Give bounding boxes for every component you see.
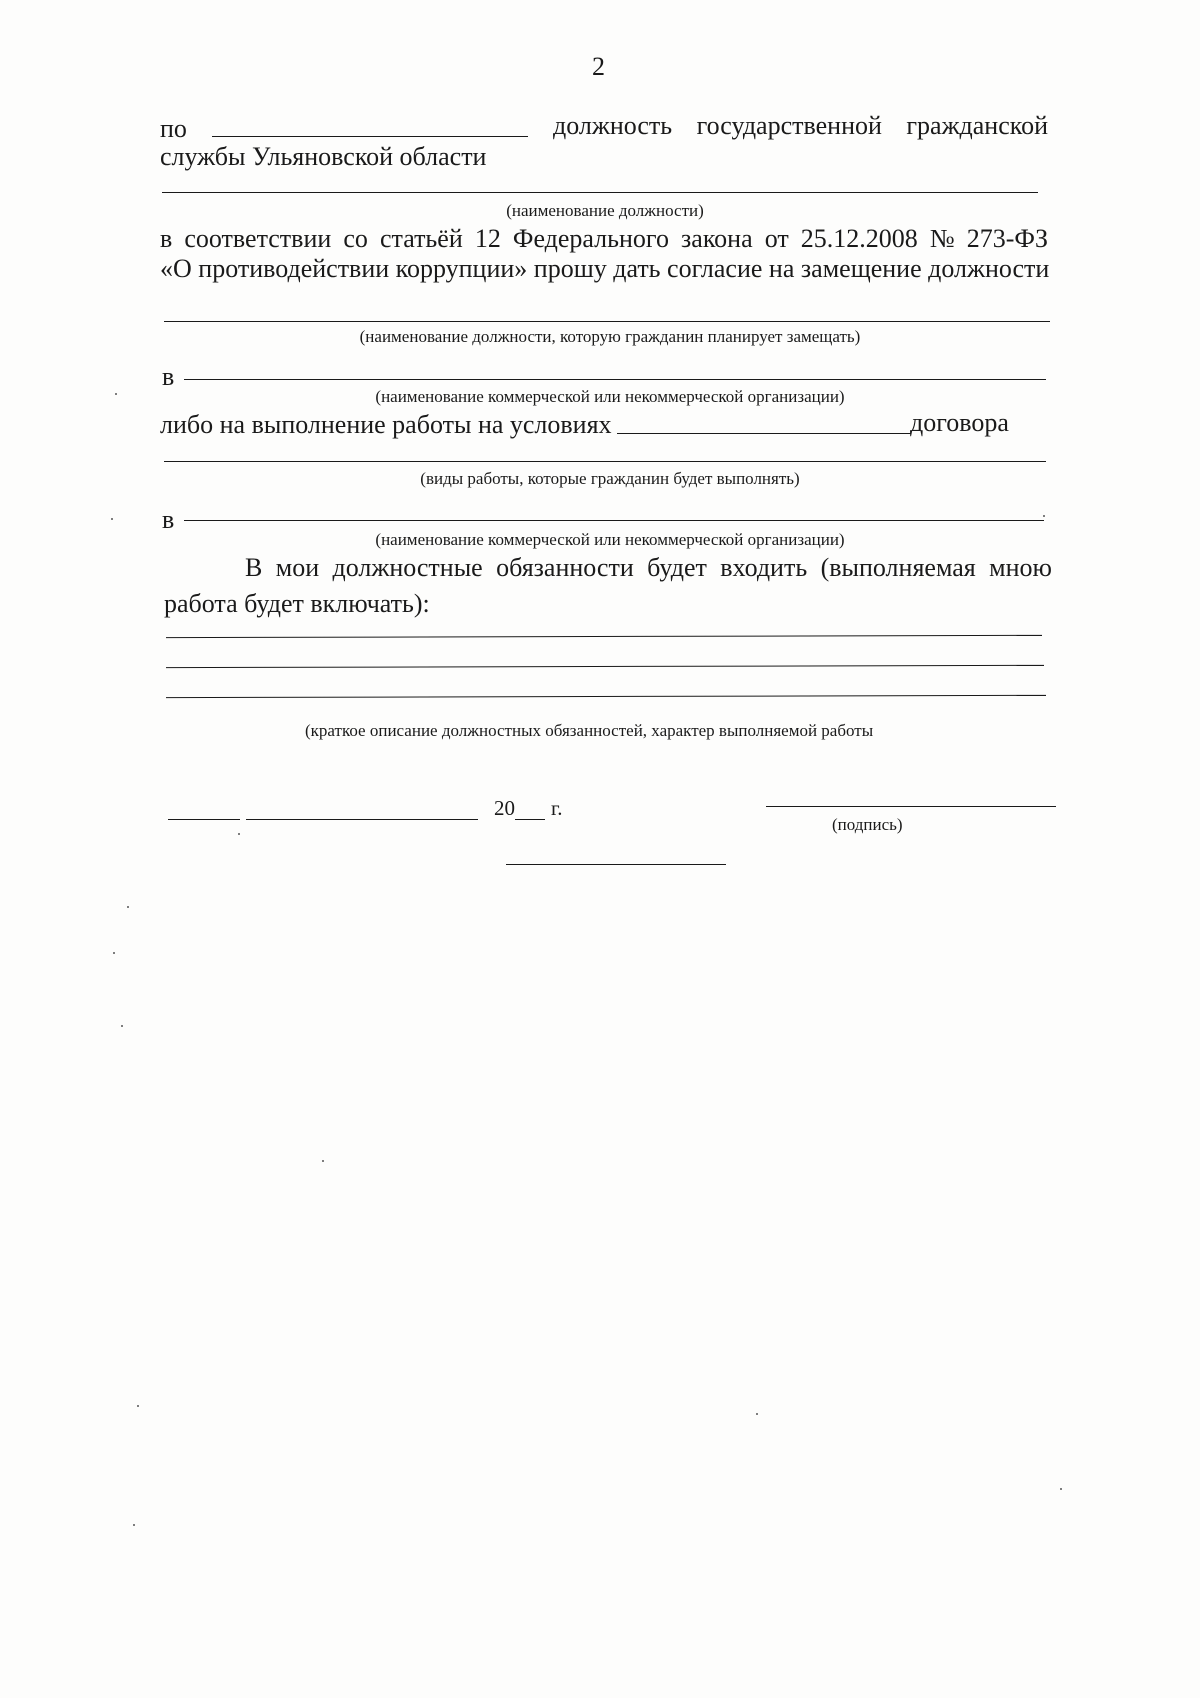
line3-word: 273-ФЗ <box>966 224 1048 253</box>
blank-day <box>168 819 240 820</box>
blank-work-types <box>164 461 1046 462</box>
line3-text <box>160 224 1048 254</box>
blank-duties-line <box>166 635 1042 638</box>
blank-organization-2 <box>184 520 1044 521</box>
prefix-v-org2: в <box>162 505 175 534</box>
blank-planned-position <box>164 321 1050 322</box>
caption-planned-position: (наименование должности, которую гражданин планирует замещать) <box>359 327 861 346</box>
caption-organization-2: (наименование коммерческой или некоммерческой организации) <box>375 530 845 549</box>
duties-word: мои <box>275 553 320 582</box>
line3-word: соответствии <box>184 224 332 253</box>
line3-word: 25.12.2008 <box>800 224 918 253</box>
duties-line1 <box>245 553 1052 583</box>
duties-word: мною <box>989 553 1052 582</box>
blank-department <box>212 136 528 137</box>
scan-speck <box>113 952 115 954</box>
closing-rule <box>506 864 726 865</box>
line1-word: должность <box>553 111 673 140</box>
scan-speck <box>127 906 129 908</box>
duties-line2: работа будет включать): <box>164 589 430 618</box>
line1-prefix: по <box>160 114 187 143</box>
caption-work-types: (виды работы, которые гражданин будет выполнять) <box>420 469 800 488</box>
date-year-suffix: г. <box>551 796 563 820</box>
line4-text: «О противодействии коррупции» прошу дать согласие на замещение должности <box>160 254 1050 283</box>
line1-word: гражданской <box>906 111 1048 140</box>
blank-month <box>246 819 478 820</box>
page-number: 2 <box>592 52 605 81</box>
line3-word: закона <box>681 224 753 253</box>
line-contract-suffix: договора <box>910 408 1009 437</box>
date-year-prefix: 20 <box>494 796 515 820</box>
line3-word: в <box>160 224 173 253</box>
blank-year <box>515 819 545 820</box>
duties-word: входить <box>720 553 808 582</box>
prefix-v-org1: в <box>162 362 175 391</box>
line3-word: № <box>929 224 955 253</box>
caption-signature: (подпись) <box>832 815 903 834</box>
scan-speck <box>1060 1488 1062 1490</box>
duties-word: обязанности <box>496 553 634 582</box>
line3-word: со <box>343 224 368 253</box>
line1-word: государственной <box>696 111 882 140</box>
caption-organization-1: (наименование коммерческой или некоммерческой организации) <box>375 387 845 406</box>
blank-contract-type <box>617 433 911 434</box>
blank-duties-line <box>166 695 1046 698</box>
blank-duties-line <box>166 665 1044 668</box>
duties-word: В <box>245 553 263 582</box>
duties-word: будет <box>647 553 707 582</box>
caption-duties: (краткое описание должностных обязанностей, характер выполняемой работы <box>305 721 874 740</box>
caption-position: (наименование должности) <box>506 201 704 220</box>
line3-word: 12 <box>474 224 501 253</box>
blank-signature <box>766 806 1056 807</box>
duties-word: (выполняемая <box>820 553 976 582</box>
scan-speck <box>1043 515 1045 517</box>
duties-word: должностные <box>332 553 483 582</box>
scan-speck <box>756 1413 758 1415</box>
line3-word: от <box>764 224 789 253</box>
blank-organization-1 <box>184 379 1046 380</box>
scan-speck <box>322 1160 324 1162</box>
scan-speck <box>121 1025 123 1027</box>
scan-speck <box>133 1524 135 1526</box>
line2-text: службы Ульяновской области <box>160 142 487 171</box>
line3-word: статьёй <box>379 224 463 253</box>
line3-word: Федерального <box>512 224 669 253</box>
blank-position-name <box>162 192 1038 193</box>
scan-speck <box>238 833 240 835</box>
scan-speck <box>115 393 117 395</box>
line-contract-text: либо на выполнение работы на условиях <box>160 410 612 439</box>
scan-speck <box>137 1405 139 1407</box>
scan-speck <box>111 518 113 520</box>
line1-text <box>553 111 1048 141</box>
